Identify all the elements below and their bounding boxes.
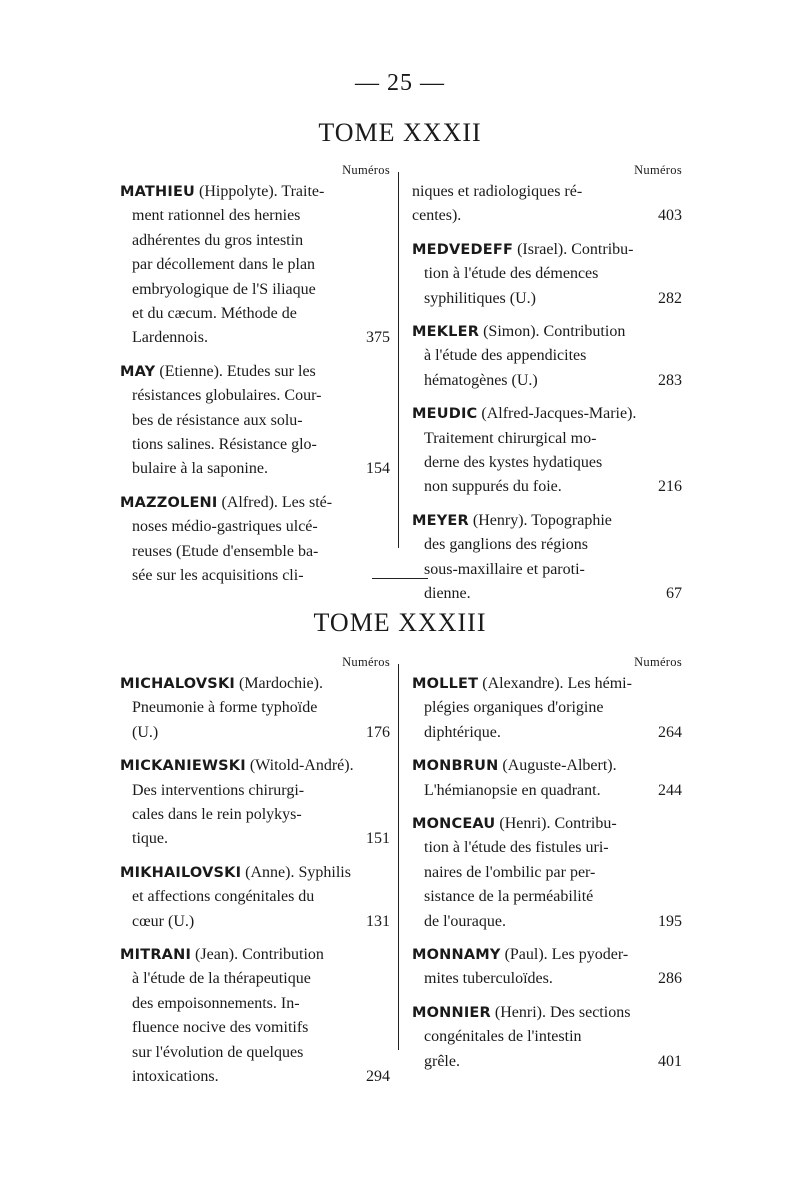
entry-text bbox=[132, 433, 317, 457]
entry-title-line: (Anne). Syphilis bbox=[245, 863, 351, 881]
entry-text bbox=[132, 515, 318, 539]
column-divider bbox=[398, 664, 399, 1050]
index-entry bbox=[120, 861, 390, 934]
entry-title-line: et du cæcum. Méthode de bbox=[132, 305, 297, 323]
entry-title-line: plégies organiques d'origine bbox=[424, 699, 604, 717]
entry-line bbox=[412, 754, 682, 778]
entry-line bbox=[412, 238, 682, 262]
entry-line bbox=[120, 803, 390, 827]
entry-title-line: fluence nocive des vomitifs bbox=[132, 1019, 309, 1037]
entry-text bbox=[120, 861, 351, 885]
entry-title-line: ment rationnel des hernies bbox=[132, 207, 301, 225]
entry-text bbox=[424, 475, 562, 499]
author-name: MITRANI bbox=[120, 947, 192, 964]
section-title-tome-xxxii: TOME XXXII bbox=[318, 118, 482, 147]
entry-title-line: tion à l'étude des fistules uri- bbox=[424, 839, 609, 857]
entry-title-line: non suppurés du foie. bbox=[424, 478, 562, 496]
entry-line bbox=[412, 836, 682, 860]
entry-title-line: (Etienne). Etudes sur les bbox=[159, 362, 316, 380]
entry-text bbox=[424, 861, 595, 885]
entry-text bbox=[412, 238, 633, 262]
thesis-number: 375 bbox=[366, 329, 390, 347]
entry-line bbox=[120, 910, 390, 934]
entry-line bbox=[120, 885, 390, 909]
entry-line bbox=[120, 861, 390, 885]
entry-text bbox=[132, 384, 321, 408]
author-name: MAZZOLENI bbox=[120, 494, 218, 511]
author-name: MONNAMY bbox=[412, 947, 501, 964]
entry-text bbox=[132, 204, 300, 228]
entry-line bbox=[120, 384, 390, 408]
author-name: MICKANIEWSKI bbox=[120, 758, 246, 775]
entry-line bbox=[412, 533, 682, 557]
entry-text bbox=[132, 409, 303, 433]
entry-text bbox=[132, 1065, 219, 1089]
entry-line bbox=[120, 180, 390, 204]
entry-title-line: hématogènes (U.) bbox=[424, 371, 538, 389]
entry-line bbox=[412, 967, 682, 991]
entry-line bbox=[120, 779, 390, 803]
entry-text bbox=[132, 278, 316, 302]
entry-text bbox=[424, 451, 602, 475]
author-name: MEKLER bbox=[412, 324, 480, 341]
entry-title-line: dienne. bbox=[424, 585, 471, 603]
entry-title-line: syphilitiques (U.) bbox=[424, 289, 536, 307]
entry-title-line: sée sur les acquisitions cli- bbox=[132, 567, 304, 585]
entry-line bbox=[412, 451, 682, 475]
entry-title-line: naires de l'ombilic par per- bbox=[424, 863, 596, 881]
entry-text bbox=[132, 910, 194, 934]
entry-line bbox=[120, 457, 390, 481]
entry-text bbox=[120, 943, 324, 967]
entry-text bbox=[120, 180, 324, 204]
entry-title-line: diphtérique. bbox=[424, 723, 501, 741]
entry-line bbox=[120, 326, 390, 350]
entry-text bbox=[132, 827, 168, 851]
entry-title-line: des ganglions des régions bbox=[424, 536, 588, 554]
index-entry bbox=[120, 754, 390, 852]
entry-text bbox=[132, 803, 302, 827]
entry-text bbox=[132, 253, 315, 277]
thesis-number: 264 bbox=[658, 723, 682, 741]
entry-line bbox=[412, 721, 682, 745]
thesis-number: 401 bbox=[658, 1052, 682, 1070]
entry-title-line: Pneumonie à forme typhoïde bbox=[132, 699, 318, 717]
entry-line bbox=[120, 360, 390, 384]
entry-line bbox=[120, 672, 390, 696]
entry-title-line: mites tuberculoïdes. bbox=[424, 970, 553, 988]
entry-text bbox=[132, 992, 300, 1016]
index-entry bbox=[412, 812, 682, 934]
entry-text bbox=[132, 540, 318, 564]
entry-line bbox=[120, 696, 390, 720]
index-entry bbox=[412, 320, 682, 393]
index-entry bbox=[412, 402, 682, 500]
index-entry bbox=[120, 943, 390, 1089]
author-name: MICHALOVSKI bbox=[120, 676, 235, 692]
thesis-number: 283 bbox=[658, 371, 682, 389]
entry-line bbox=[412, 672, 682, 696]
entry-text bbox=[424, 558, 585, 582]
thesis-number: 154 bbox=[366, 460, 390, 478]
entry-text bbox=[132, 457, 268, 481]
entry-text bbox=[412, 672, 632, 696]
entry-line bbox=[120, 1065, 390, 1089]
entry-text bbox=[424, 427, 596, 451]
entry-line bbox=[120, 992, 390, 1016]
entry-text bbox=[132, 885, 314, 909]
entry-text bbox=[424, 910, 506, 934]
numeros-header: Numéros bbox=[634, 163, 682, 177]
entry-title-line: (Paul). Les pyoder- bbox=[504, 946, 629, 964]
entry-title-line: Des interventions chirurgi- bbox=[132, 781, 305, 799]
author-name: MEYER bbox=[412, 512, 469, 529]
entry-text bbox=[424, 287, 536, 311]
entry-line bbox=[412, 320, 682, 344]
entry-line bbox=[412, 369, 682, 393]
author-name: MEUDIC bbox=[412, 406, 478, 423]
entry-title-line: centes). bbox=[412, 207, 462, 225]
entry-line bbox=[412, 696, 682, 720]
column-2 bbox=[412, 162, 682, 616]
entry-line bbox=[412, 509, 682, 533]
entry-title-line: grêle. bbox=[424, 1052, 460, 1070]
entry-text bbox=[424, 262, 598, 286]
entry-line bbox=[412, 943, 682, 967]
entry-title-line: tique. bbox=[132, 830, 168, 848]
entry-title-line: (Jean). Contribution bbox=[195, 946, 324, 964]
entry-line bbox=[412, 812, 682, 836]
index-entry bbox=[412, 1001, 682, 1074]
entry-title-line: et affections congénitales du bbox=[132, 888, 315, 906]
entry-title-line: (Auguste-Albert). bbox=[502, 757, 617, 775]
entry-text bbox=[132, 229, 303, 253]
entry-title-line: intoxications. bbox=[132, 1068, 219, 1086]
entry-text bbox=[412, 180, 582, 204]
author-name: MONNIER bbox=[412, 1004, 491, 1021]
entry-line bbox=[120, 515, 390, 539]
entry-text bbox=[412, 509, 612, 533]
entry-title-line: bes de résistance aux solu- bbox=[132, 411, 303, 429]
entry-line bbox=[120, 540, 390, 564]
thesis-number: 151 bbox=[366, 830, 390, 848]
entry-text bbox=[424, 1025, 582, 1049]
entry-title-line: bulaire à la saponine. bbox=[132, 460, 268, 478]
entry-title-line: adhérentes du gros intestin bbox=[132, 231, 304, 249]
entry-title-line: par décollement dans le plan bbox=[132, 256, 316, 274]
entry-title-line: tion à l'étude des démences bbox=[424, 265, 599, 283]
entry-title-line: des empoisonnements. In- bbox=[132, 994, 300, 1012]
entry-line bbox=[412, 475, 682, 499]
entry-text bbox=[412, 402, 636, 426]
index-entry bbox=[120, 360, 390, 482]
entry-text bbox=[412, 1001, 630, 1025]
entry-text bbox=[412, 204, 461, 228]
entry-title-line: (Alfred). Les sté- bbox=[221, 493, 333, 511]
entry-title-line: noses médio-gastriques ulcé- bbox=[132, 518, 318, 536]
author-name: MIKHAILOVSKI bbox=[120, 864, 242, 881]
entry-title-line: de l'ouraque. bbox=[424, 912, 506, 930]
entry-text bbox=[424, 696, 603, 720]
index-entry bbox=[412, 754, 682, 803]
thesis-number: 131 bbox=[366, 912, 390, 930]
entry-text bbox=[424, 967, 553, 991]
entry-text bbox=[132, 564, 304, 588]
thesis-number: 403 bbox=[658, 207, 682, 225]
entry-text bbox=[424, 836, 609, 860]
entry-text bbox=[412, 943, 628, 967]
entry-line bbox=[120, 827, 390, 851]
entry-title-line: congénitales de l'intestin bbox=[424, 1028, 582, 1046]
entry-text bbox=[132, 302, 297, 326]
entry-line bbox=[412, 262, 682, 286]
author-name: MATHIEU bbox=[120, 184, 196, 200]
entry-title-line: résistances globulaires. Cour- bbox=[132, 387, 322, 405]
entry-line bbox=[412, 402, 682, 426]
entry-title-line: (Henri). Contribu- bbox=[499, 815, 617, 833]
column-4 bbox=[412, 654, 682, 1083]
author-name: MOLLET bbox=[412, 676, 479, 692]
index-entry bbox=[120, 491, 390, 589]
entry-text bbox=[412, 320, 625, 344]
entry-line bbox=[120, 491, 390, 515]
column-3 bbox=[120, 654, 390, 1099]
entry-text bbox=[120, 672, 323, 696]
entry-line bbox=[120, 564, 390, 588]
entry-line bbox=[412, 427, 682, 451]
entry-line bbox=[120, 433, 390, 457]
index-entry bbox=[412, 672, 682, 745]
entry-line bbox=[412, 1050, 682, 1074]
entry-title-line: sous-maxillaire et paroti- bbox=[424, 560, 585, 578]
entry-text bbox=[132, 326, 208, 350]
thesis-number: 176 bbox=[366, 723, 390, 741]
entry-title-line: Traitement chirurgical mo- bbox=[424, 429, 597, 447]
entry-line bbox=[120, 302, 390, 326]
entry-line bbox=[412, 204, 682, 228]
entry-text bbox=[132, 696, 317, 720]
entry-title-line: (Israel). Contribu- bbox=[517, 240, 634, 258]
entry-line bbox=[412, 1025, 682, 1049]
entry-text bbox=[120, 491, 332, 515]
entry-line bbox=[120, 967, 390, 991]
entry-line bbox=[412, 287, 682, 311]
entry-text bbox=[424, 885, 593, 909]
entry-title-line: Lardennois. bbox=[132, 329, 208, 347]
entry-text bbox=[412, 754, 617, 778]
entry-title-line: reuses (Etude d'ensemble ba- bbox=[132, 542, 319, 560]
thesis-number: 244 bbox=[658, 781, 682, 799]
entry-line bbox=[120, 409, 390, 433]
numeros-header: Numéros bbox=[342, 655, 390, 669]
entry-line bbox=[120, 1016, 390, 1040]
entry-line bbox=[120, 1041, 390, 1065]
entry-line bbox=[120, 754, 390, 778]
entry-text bbox=[424, 533, 588, 557]
entry-line bbox=[412, 344, 682, 368]
entry-title-line: (Henri). Des sections bbox=[494, 1003, 631, 1021]
entry-title-line: (U.) bbox=[132, 723, 159, 741]
entry-text bbox=[132, 779, 304, 803]
entry-title-line: (Alexandre). Les hémi- bbox=[482, 675, 632, 692]
entry-title-line: embryologique de l'S iliaque bbox=[132, 280, 316, 298]
entry-title-line: sistance de la perméabilité bbox=[424, 888, 594, 906]
index-entry bbox=[412, 943, 682, 992]
entry-title-line: (Mardochie). bbox=[238, 675, 323, 692]
entry-line bbox=[120, 229, 390, 253]
entry-line bbox=[120, 278, 390, 302]
entry-line bbox=[412, 582, 682, 606]
index-entry bbox=[120, 180, 390, 351]
column-divider bbox=[398, 172, 399, 548]
entry-title-line: derne des kystes hydatiques bbox=[424, 454, 603, 472]
entry-line bbox=[120, 204, 390, 228]
entry-line bbox=[412, 885, 682, 909]
section-title-tome-xxxiii: TOME XXXIII bbox=[313, 608, 487, 637]
entry-title-line: tions salines. Résistance glo- bbox=[132, 436, 317, 454]
author-name: MEDVEDEFF bbox=[412, 241, 514, 258]
entry-title-line: à l'étude de la thérapeutique bbox=[132, 970, 311, 988]
index-entry bbox=[120, 672, 390, 745]
thesis-number: 195 bbox=[658, 912, 682, 930]
entry-text bbox=[424, 369, 538, 393]
thesis-number: 67 bbox=[666, 585, 682, 603]
entry-text bbox=[424, 582, 471, 606]
entry-line bbox=[120, 721, 390, 745]
entry-line bbox=[412, 1001, 682, 1025]
entry-text bbox=[424, 1050, 460, 1074]
entry-line bbox=[120, 943, 390, 967]
index-entry bbox=[412, 509, 682, 607]
entry-title-line: niques et radiologiques ré- bbox=[412, 183, 583, 200]
entry-text bbox=[132, 1016, 308, 1040]
entry-line bbox=[412, 861, 682, 885]
thesis-number: 294 bbox=[366, 1068, 390, 1086]
numeros-header: Numéros bbox=[634, 655, 682, 669]
entry-text bbox=[120, 754, 354, 778]
entry-title-line: L'hémianopsie en quadrant. bbox=[424, 781, 601, 799]
index-entry bbox=[412, 238, 682, 311]
entry-text bbox=[424, 721, 501, 745]
entry-title-line: (Simon). Contribution bbox=[483, 323, 626, 341]
entry-text bbox=[424, 779, 601, 803]
author-name: MAY bbox=[120, 363, 156, 380]
entry-text bbox=[412, 812, 617, 836]
index-entry bbox=[412, 180, 682, 229]
column-1 bbox=[120, 162, 390, 598]
page-number: — 25 — bbox=[355, 70, 445, 96]
entry-title-line: (Witold-André). bbox=[249, 757, 354, 775]
entry-title-line: cœur (U.) bbox=[132, 912, 195, 930]
entry-text bbox=[132, 1041, 303, 1065]
entry-text bbox=[132, 967, 311, 991]
thesis-number: 282 bbox=[658, 289, 682, 307]
entry-line bbox=[412, 910, 682, 934]
entry-title-line: (Henry). Topographie bbox=[472, 511, 612, 529]
entry-title-line: (Alfred-Jacques-Marie). bbox=[481, 405, 637, 423]
entry-text bbox=[132, 721, 158, 745]
entry-text bbox=[424, 344, 586, 368]
entry-title-line: sur l'évolution de quelques bbox=[132, 1043, 304, 1061]
numeros-header: Numéros bbox=[342, 163, 390, 177]
author-name: MONCEAU bbox=[412, 816, 496, 833]
entry-title-line: (Hippolyte). Traite- bbox=[199, 183, 325, 200]
entry-title-line: à l'étude des appendicites bbox=[424, 347, 587, 365]
entry-text bbox=[120, 360, 316, 384]
entry-line bbox=[412, 180, 682, 204]
thesis-number: 216 bbox=[658, 478, 682, 496]
entry-line bbox=[412, 779, 682, 803]
thesis-number: 286 bbox=[658, 970, 682, 988]
entry-title-line: cales dans le rein polykys- bbox=[132, 806, 302, 824]
section-separator bbox=[372, 578, 428, 579]
entry-line bbox=[412, 558, 682, 582]
author-name: MONBRUN bbox=[412, 758, 499, 775]
entry-line bbox=[120, 253, 390, 277]
